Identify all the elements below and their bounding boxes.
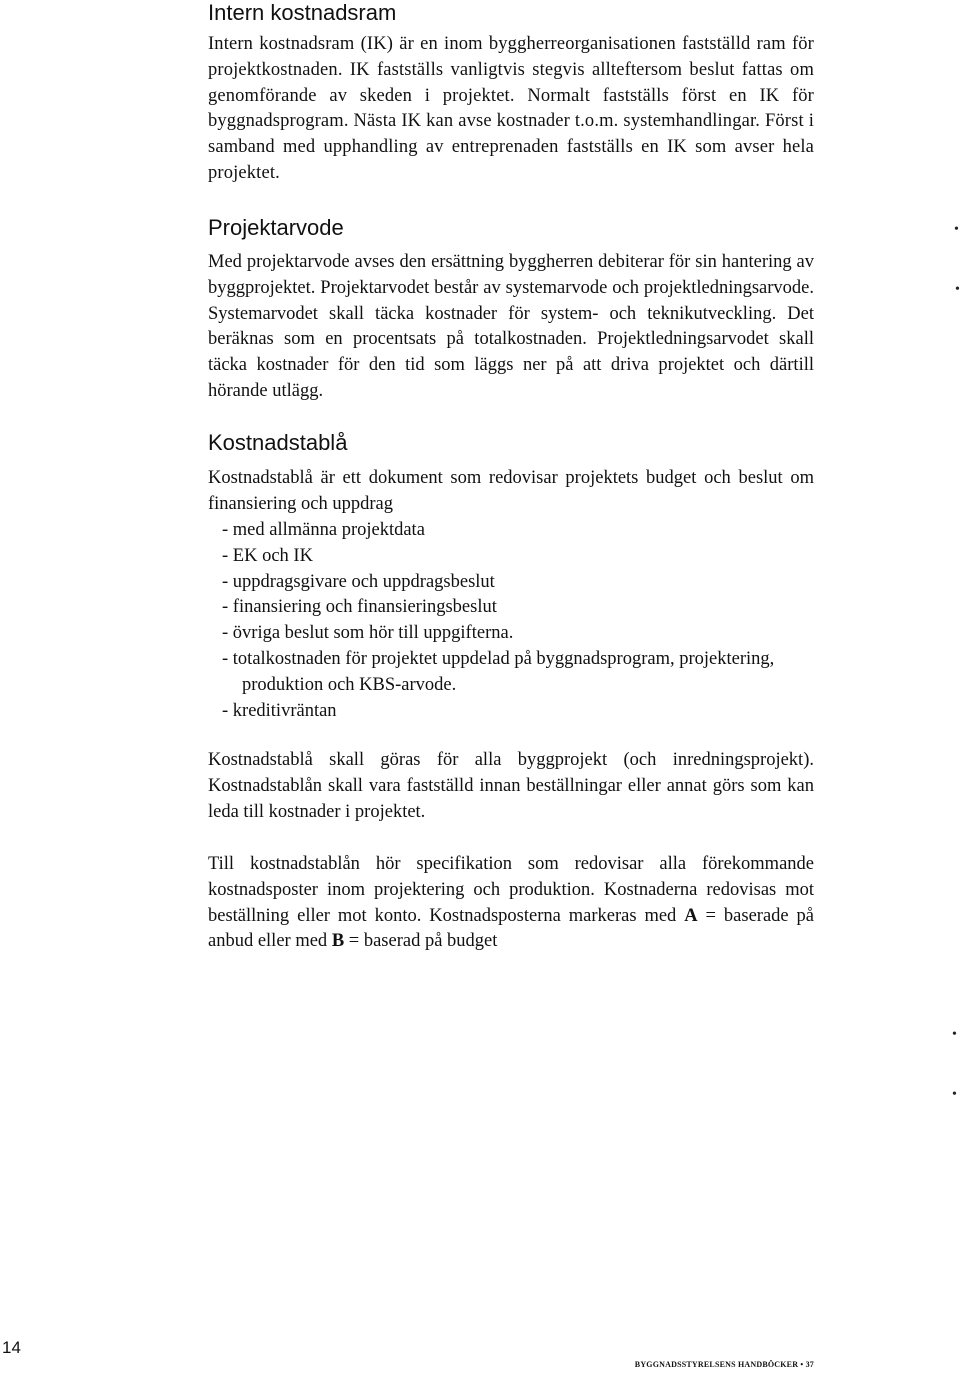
marker-b: B [331,931,345,952]
heading-projektarvode: Projektarvode [208,215,344,240]
margin-dot: • [954,222,959,237]
paragraph-kostnadsstabla-2: Kostnadstablå skall göras för alla byggprojekt (och inredningsprojekt). Kostnadstablån skall vara fastställd innan beställningar eller annat görs som kan leda till kostnader i projektet. [208,750,814,822]
list-item: - med allmänna projektdata [222,520,425,540]
list-item: - övriga beslut som hör till uppgifterna. [222,623,514,644]
footer-publication: BYGGNADSSTYRELSENS HANDBÖCKER • 37 [634,1360,814,1369]
page-number: 14 [2,1338,21,1357]
marker-a: A [684,905,698,926]
paragraph-text: Till kostnadstablån hör specifikation som redovisar alla förekommande kostnadsposter inom projektering och produktion. Kostnaderna redovisas mot beställning eller mot konto. Kostnadsposterna markeras med [208,854,814,926]
margin-dot: • [952,1087,957,1102]
list-item: - totalkostnaden för projektet uppdelad på byggnadsprogram, projektering, produktion och KBS-arvode. [222,648,775,695]
list-item: - uppdragsgivare och uppdragsbeslut [222,571,495,592]
margin-dot: • [952,1027,957,1042]
marker-a-text: = baserade på anbud eller med [208,905,814,952]
list-item: - kreditivräntan [222,700,337,721]
heading-kostnadsstabla: Kostnadstablå [208,430,348,455]
paragraph-intern-kostnadsram: Intern kostnadsram (IK) är en inom byggherreorganisationen fastställd ram för projektkostnaden. IK fastställs vanligtvis stegvis allteftersom beslut fattas om genomförande av skeden i projektet. Normalt fastställs först en IK för byggnadsprogram. Nästa IK kan avse kostnader t.o.m. systemhandlingar. Först i samband med upphandling av entreprenaden fastställs en IK som avser hela projektet. [208,34,814,183]
paragraph-kostnadsstabla-3 [208,852,814,955]
paragraph-projektarvode: Med projektarvode avses den ersättning byggherren debiterar för sin hantering av byggprojektet. Projektarvodet består av systemarvode och projektledningsarvode. Systemarvodet skall täcka kostnader för system- och teknikutveckling. Det beräknas som en procentsats på totalkostnaden. Projektledningsarvodet skall täcka kostnader för den tid som läggs ner på att driva projektet och därtill hörande utlägg. [208,252,814,401]
margin-dot: • [955,282,960,297]
list-item: - EK och IK [222,545,313,566]
paragraph-kostnadsstabla-intro: Kostnadstablå är ett dokument som redovisar projektets budget och beslut om finansiering och uppdrag [208,468,814,514]
list-item: - finansiering och finansieringsbeslut [222,597,497,618]
kostnadsstabla-list [222,518,822,724]
marker-b-text: = baserad på budget [344,931,498,952]
heading-intern-kostnadsram: Intern kostnadsram [208,0,397,25]
